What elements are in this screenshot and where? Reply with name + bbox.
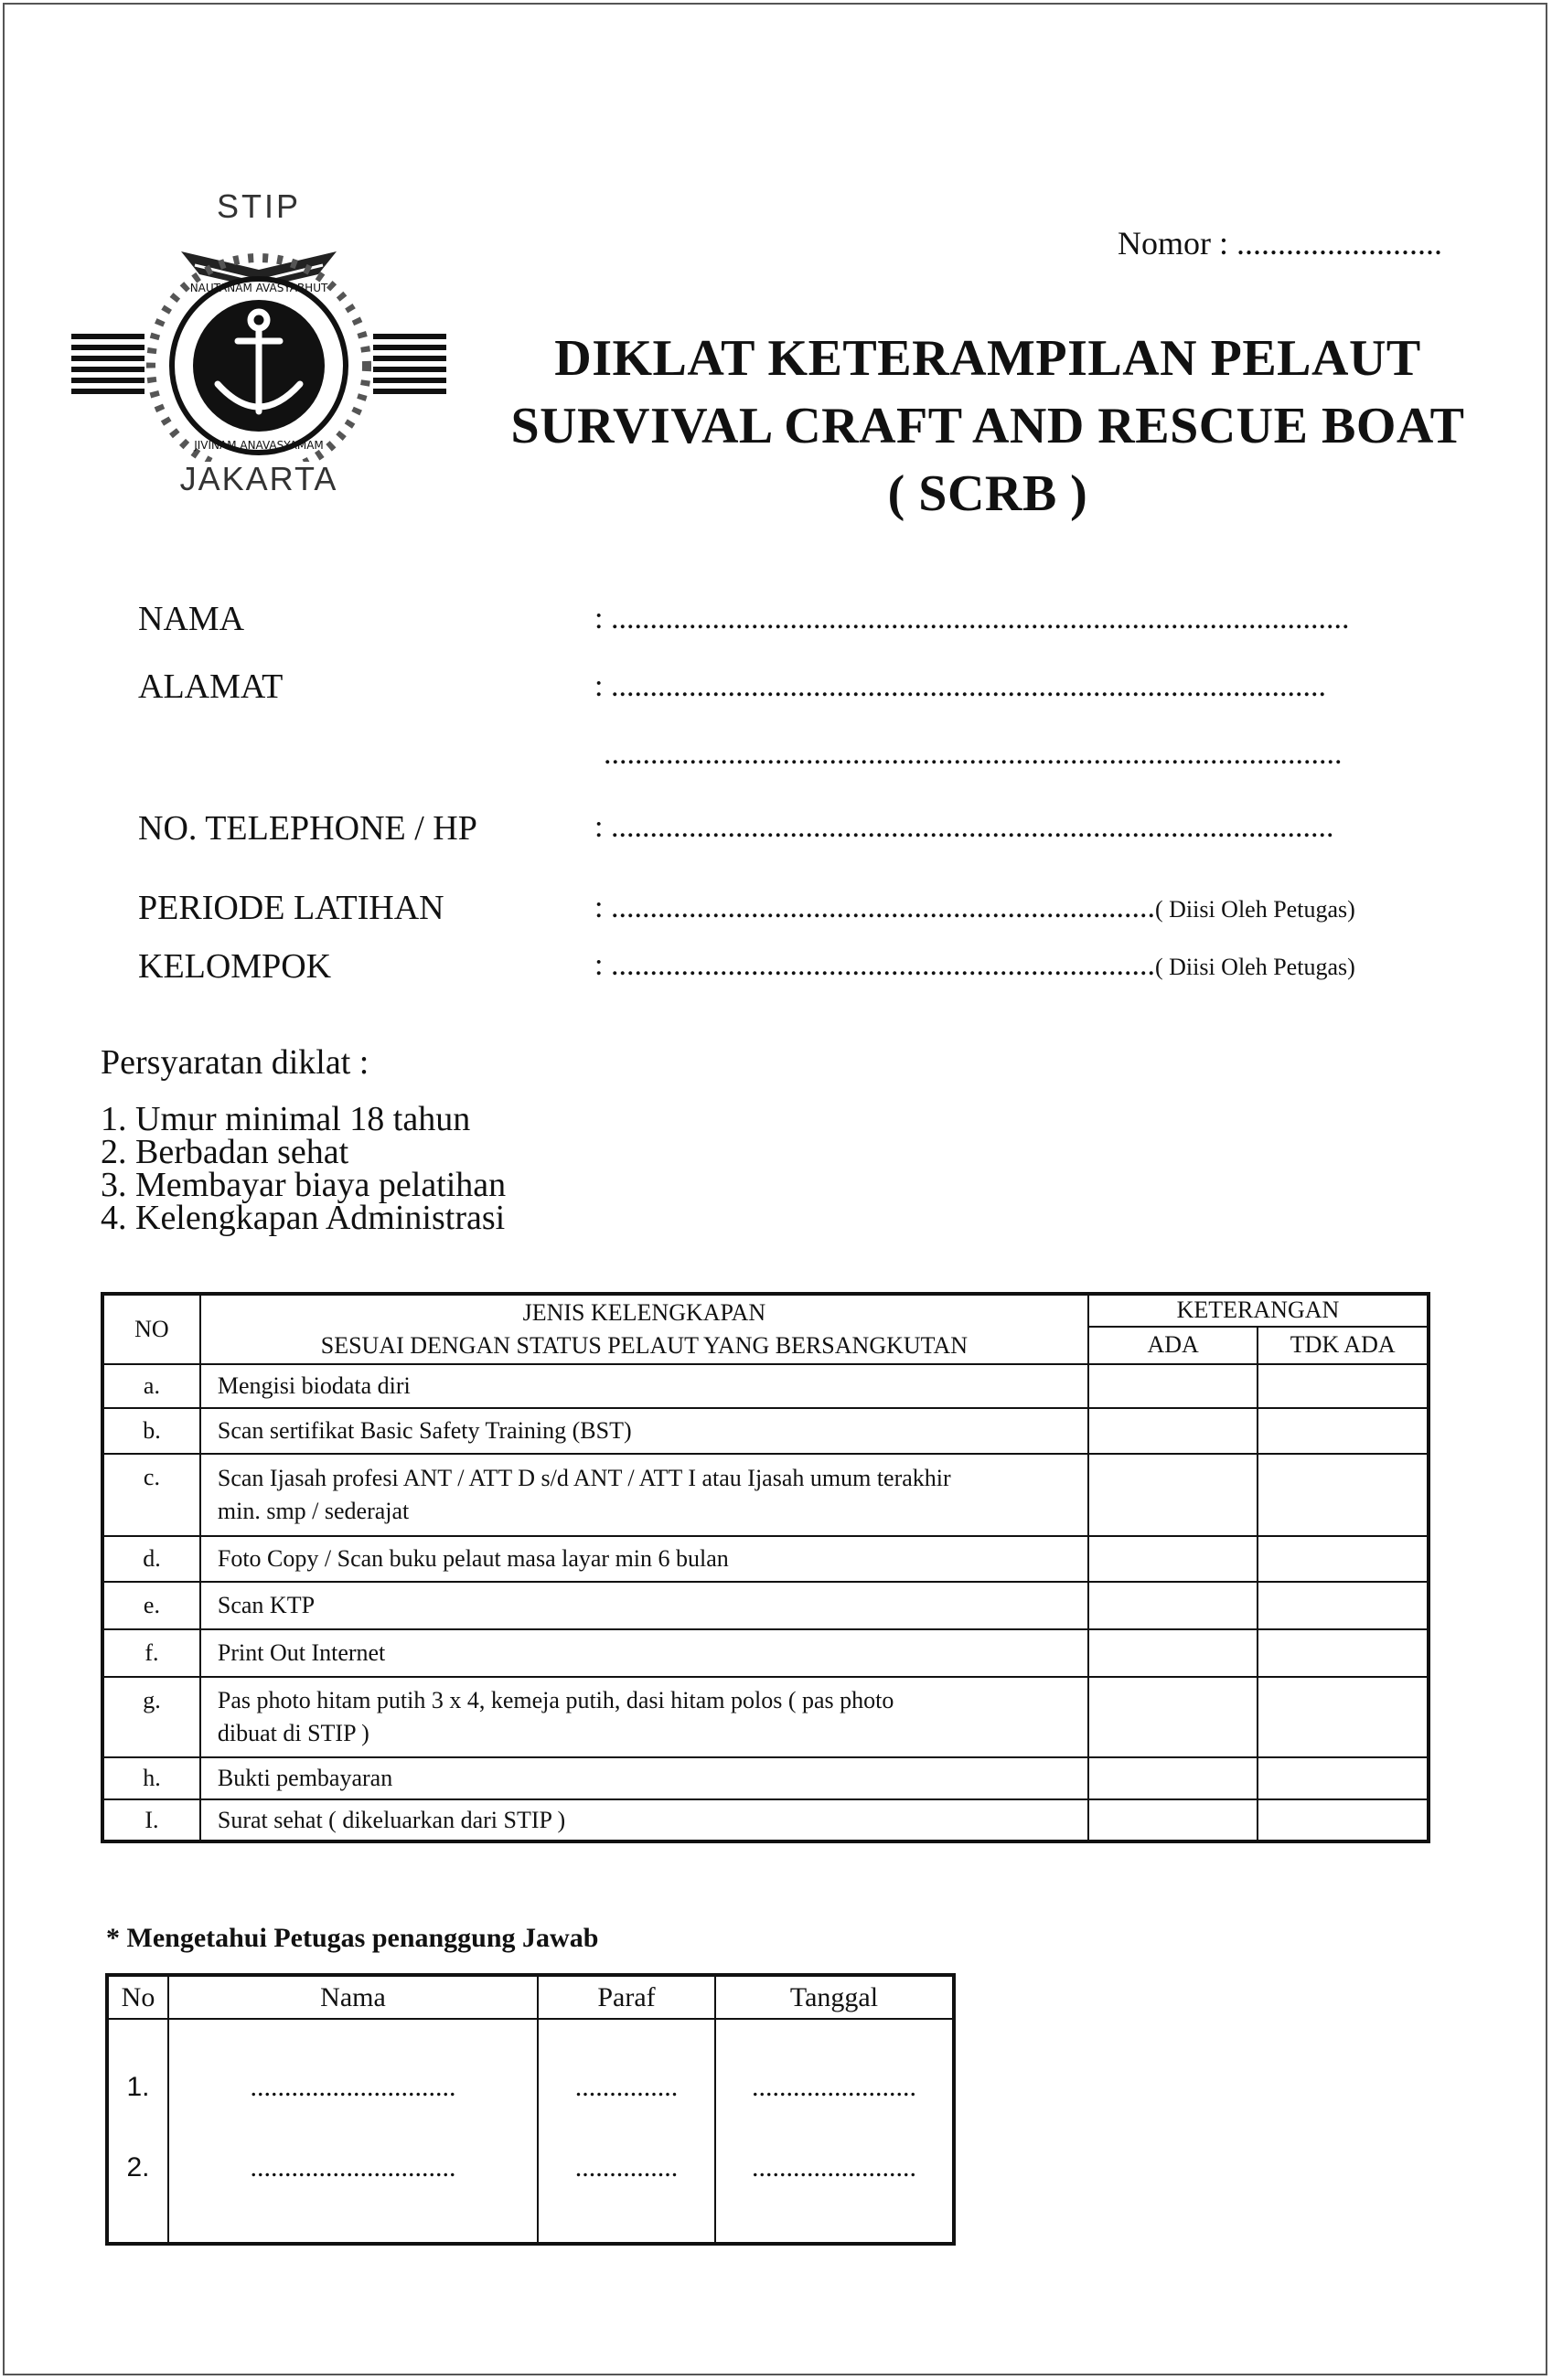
col-jenis-header: [200, 1294, 1088, 1364]
row-no: g.: [102, 1677, 200, 1757]
requirement-item: 3. Membayar biaya pelatihan: [101, 1166, 507, 1204]
ada-checkbox[interactable]: [1088, 1408, 1258, 1454]
checklist-table: [101, 1292, 1430, 1843]
signoff-col-paraf: Paraf: [538, 1975, 715, 2019]
signoff-tanggal-input[interactable]: ........................: [752, 2152, 916, 2183]
row-item: Scan sertifikat Basic Safety Training (BST): [200, 1408, 1088, 1454]
ring-bottom-text: JIVINAM ANAVASYAMAM: [194, 439, 324, 452]
signoff-row-no: 1.: [126, 2072, 150, 2102]
table-row: [102, 1582, 1429, 1629]
row-item-line-1: Scan Ijasah profesi ANT / ATT D s/d ANT / ATT I atau Ijasah umum terakhir: [217, 1465, 951, 1491]
table-row: [102, 1536, 1429, 1582]
periode-label: PERIODE LATIHAN: [138, 889, 444, 927]
alamat-input-line-2[interactable]: ...............................................................................................: [604, 737, 1343, 771]
kelompok-note: ( Diisi Oleh Petugas): [1154, 954, 1355, 980]
row-no: h.: [102, 1757, 200, 1799]
tdk-ada-checkbox[interactable]: [1258, 1757, 1429, 1799]
table-row: [107, 2019, 954, 2244]
tdk-ada-checkbox[interactable]: [1258, 1408, 1429, 1454]
tdk-ada-checkbox[interactable]: [1258, 1799, 1429, 1841]
nama-input[interactable]: : ...............................................................................................: [594, 602, 1350, 635]
col-jenis-line-1: JENIS KELENGKAPAN: [522, 1299, 766, 1326]
ada-checkbox[interactable]: [1088, 1454, 1258, 1536]
col-tdk-ada-header: TDK ADA: [1258, 1327, 1429, 1364]
tdk-ada-checkbox[interactable]: [1258, 1629, 1429, 1677]
table-row: [102, 1364, 1429, 1408]
logo-bottom-text: JAKARTA: [179, 460, 338, 497]
alamat-label: ALAMAT: [138, 667, 284, 706]
signoff-paraf-input[interactable]: ...............: [574, 2072, 679, 2102]
row-item: Foto Copy / Scan buku pelaut masa layar min 6 bulan: [200, 1536, 1088, 1582]
requirements-title: Persyaratan diklat :: [101, 1043, 369, 1082]
signoff-paraf-cell: [538, 2019, 715, 2244]
table-row: [102, 1677, 1429, 1757]
col-no-header: NO: [102, 1294, 200, 1364]
ring-top-text: NAUTANAM AVASYABHUT: [189, 282, 328, 294]
ada-checkbox[interactable]: [1088, 1629, 1258, 1677]
row-item-line-1: Pas photo hitam putih 3 x 4, kemeja putih, dasi hitam polos ( pas photo: [217, 1687, 894, 1713]
requirement-item: 4. Kelengkapan Administrasi: [101, 1199, 506, 1237]
row-item-line-2: dibuat di STIP ): [217, 1720, 369, 1746]
kelompok-label: KELOMPOK: [138, 947, 332, 986]
signoff-tanggal-cell: [715, 2019, 954, 2244]
row-item-line-2: min. smp / sederajat: [217, 1498, 410, 1524]
ada-checkbox[interactable]: [1088, 1799, 1258, 1841]
table-row: [102, 1799, 1429, 1841]
table-row: [102, 1757, 1429, 1799]
row-no: c.: [102, 1454, 200, 1536]
nama-label: NAMA: [138, 600, 245, 638]
nomor-field[interactable]: Nomor : .........................: [1118, 225, 1442, 261]
title-line-1: DIKLAT KETERAMPILAN PELAUT: [554, 330, 1421, 387]
row-item: Mengisi biodata diri: [200, 1364, 1088, 1408]
kelompok-input[interactable]: [594, 948, 1355, 983]
table-row: [102, 1408, 1429, 1454]
signoff-tanggal-input[interactable]: ........................: [752, 2072, 916, 2102]
signoff-nama-input[interactable]: ..............................: [250, 2152, 456, 2183]
row-item: Print Out Internet: [200, 1629, 1088, 1677]
row-no: b.: [102, 1408, 200, 1454]
signoff-col-tanggal: Tanggal: [715, 1975, 954, 2019]
row-no: d.: [102, 1536, 200, 1582]
logo-top-text: STIP: [216, 187, 301, 225]
col-ada-header: ADA: [1088, 1327, 1258, 1364]
signoff-no-cell: [107, 2019, 168, 2244]
row-no: a.: [102, 1364, 200, 1408]
ada-checkbox[interactable]: [1088, 1536, 1258, 1582]
tdk-ada-checkbox[interactable]: [1258, 1536, 1429, 1582]
kelompok-dots: : ......................................................................: [594, 948, 1155, 982]
ada-checkbox[interactable]: [1088, 1677, 1258, 1757]
signoff-nama-cell: [168, 2019, 538, 2244]
signoff-paraf-input[interactable]: ...............: [574, 2152, 679, 2183]
col-keterangan-header: KETERANGAN: [1088, 1294, 1429, 1327]
row-item: [200, 1454, 1088, 1536]
ada-checkbox[interactable]: [1088, 1582, 1258, 1629]
periode-input[interactable]: [594, 891, 1355, 925]
alamat-input[interactable]: : ............................................................................................: [594, 669, 1326, 703]
signoff-col-nama: Nama: [168, 1975, 538, 2019]
row-item: Bukti pembayaran: [200, 1757, 1088, 1799]
signoff-col-no: No: [107, 1975, 168, 2019]
periode-note: ( Diisi Oleh Petugas): [1154, 896, 1355, 923]
title-line-3: ( SCRB ): [887, 465, 1088, 522]
requirement-item: 2. Berbadan sehat: [101, 1133, 349, 1171]
requirement-item: 1. Umur minimal 18 tahun: [101, 1100, 471, 1138]
title-line-2: SURVIVAL CRAFT AND RESCUE BOAT: [510, 398, 1465, 454]
row-item: Scan KTP: [200, 1582, 1088, 1629]
signoff-row-no: 2.: [126, 2152, 150, 2183]
tdk-ada-checkbox[interactable]: [1258, 1364, 1429, 1408]
tdk-ada-checkbox[interactable]: [1258, 1677, 1429, 1757]
periode-dots: : ......................................................................: [594, 891, 1155, 924]
signoff-title: * Mengetahui Petugas penanggung Jawab: [106, 1923, 599, 1953]
table-row: [102, 1629, 1429, 1677]
telepon-input[interactable]: : .............................................................................................: [594, 810, 1334, 844]
row-item: Surat sehat ( dikeluarkan dari STIP ): [200, 1799, 1088, 1841]
row-no: I.: [102, 1799, 200, 1841]
row-no: e.: [102, 1582, 200, 1629]
signoff-nama-input[interactable]: ..............................: [250, 2072, 456, 2102]
ada-checkbox[interactable]: [1088, 1757, 1258, 1799]
telepon-label: NO. TELEPHONE / HP: [138, 809, 477, 848]
tdk-ada-checkbox[interactable]: [1258, 1454, 1429, 1536]
ada-checkbox[interactable]: [1088, 1364, 1258, 1408]
col-jenis-line-2: SESUAI DENGAN STATUS PELAUT YANG BERSANGKUTAN: [320, 1332, 969, 1359]
row-no: f.: [102, 1629, 200, 1677]
signoff-table: [105, 1973, 956, 2246]
row-item: [200, 1677, 1088, 1757]
table-row: [102, 1454, 1429, 1536]
tdk-ada-checkbox[interactable]: [1258, 1582, 1429, 1629]
